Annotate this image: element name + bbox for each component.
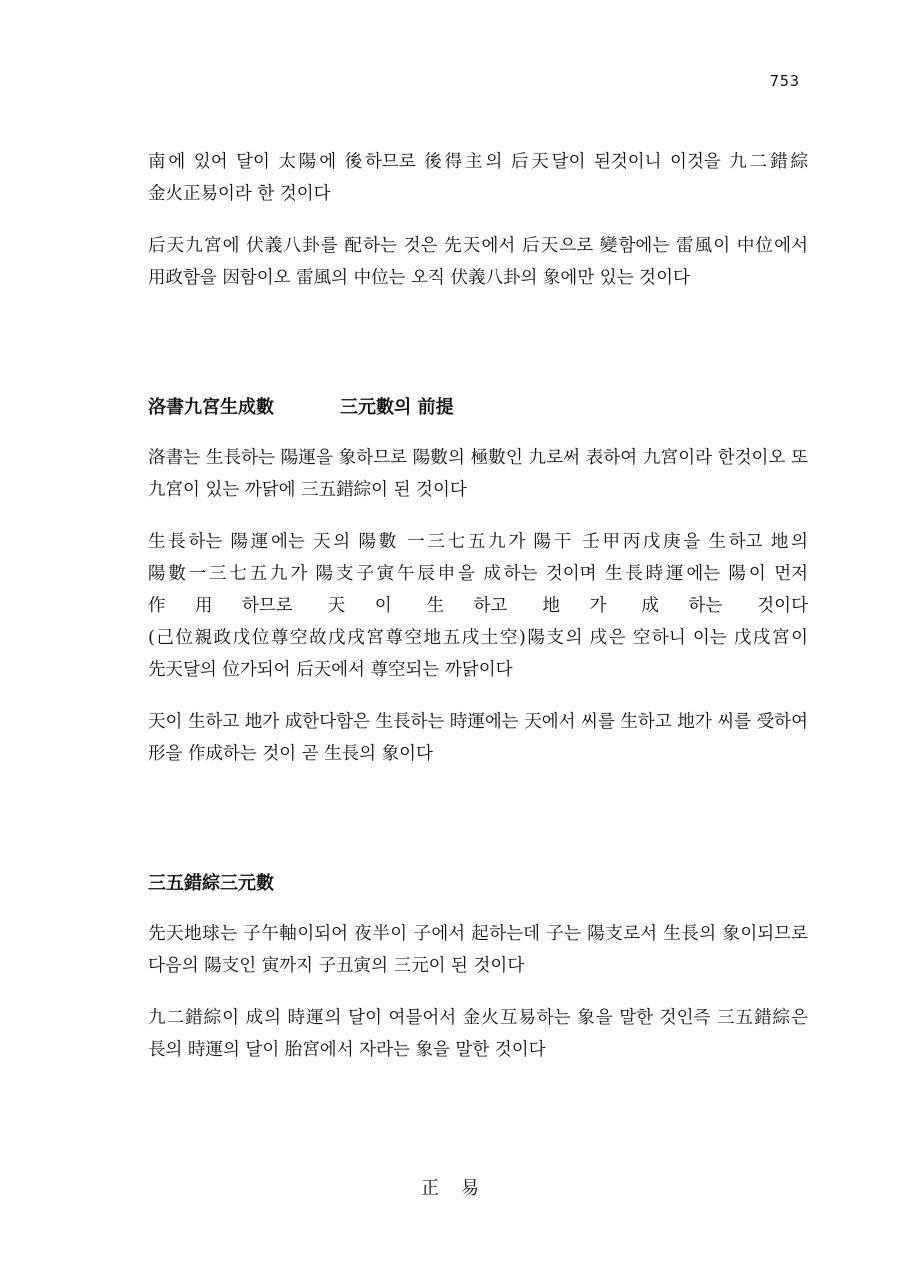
heading-part-1: 洛書九宮生成數 — [148, 397, 274, 418]
section-sanwu — [148, 868, 808, 1066]
page-footer: 正易 — [421, 1178, 501, 1199]
paragraph: 南에 있어 달이 太陽에 後하므로 後得主의 后天달이 된것이니 이것을 九二錯綜 金火正易이라 한 것이다 — [148, 152, 808, 204]
paragraph: 生長하는 陽運에는 天의 陽數 一三七五九가 陽干 壬甲丙戊庚을 生하고 地의 陽數一三七五九가 陽支子寅午辰申을 成하는 것이며 生長時運에는 陽이 먼저 作用하므로 天이 生하고 地가 成하는 것이다 (己位親政戊位尊空故戊戌宮尊空地五戌土空)陽支의 戌은 空하니 이는 戊戌宮이 先天달의 位가되어 后天에서 尊空되는 까닭이다 — [148, 532, 808, 680]
heading-part-2: 三元數의 前提 — [340, 397, 454, 418]
document-body — [148, 146, 808, 1066]
section-heading — [148, 868, 808, 900]
heading-part-1: 三五錯綜三元數 — [148, 873, 274, 894]
section-heading — [148, 392, 808, 424]
page-number: 753 — [769, 72, 800, 90]
paragraph: 九二錯綜이 成의 時運의 달이 여믈어서 金火互易하는 象을 말한 것인즉 三五錯綜은 長의 時運의 달이 胎宮에서 자라는 象을 말한 것이다 — [148, 1008, 808, 1060]
section-luoshu — [148, 392, 808, 770]
section-intro — [148, 146, 808, 294]
paragraph: 洛書는 生長하는 陽運을 象하므로 陽數의 極數인 九로써 表하여 九宮이라 한것이오 또 九宮이 있는 까닭에 三五錯綜이 된 것이다 — [148, 448, 808, 500]
paragraph: 天이 生하고 地가 成한다함은 生長하는 時運에는 天에서 씨를 生하고 地가 씨를 受하여 形을 作成하는 것이 곧 生長의 象이다 — [148, 712, 809, 764]
paragraph: 后天九宮에 伏義八卦를 配하는 것은 先天에서 后天으로 變함에는 雷風이 中位에서 用政함을 因함이오 雷風의 中位는 오직 伏義八卦의 象에만 있는 것이다 — [148, 236, 808, 288]
paragraph: 先天地球는 子午軸이되어 夜半이 子에서 起하는데 子는 陽支로서 生長의 象이되므로 다음의 陽支인 寅까지 子丑寅의 三元이 된 것이다 — [148, 924, 808, 976]
